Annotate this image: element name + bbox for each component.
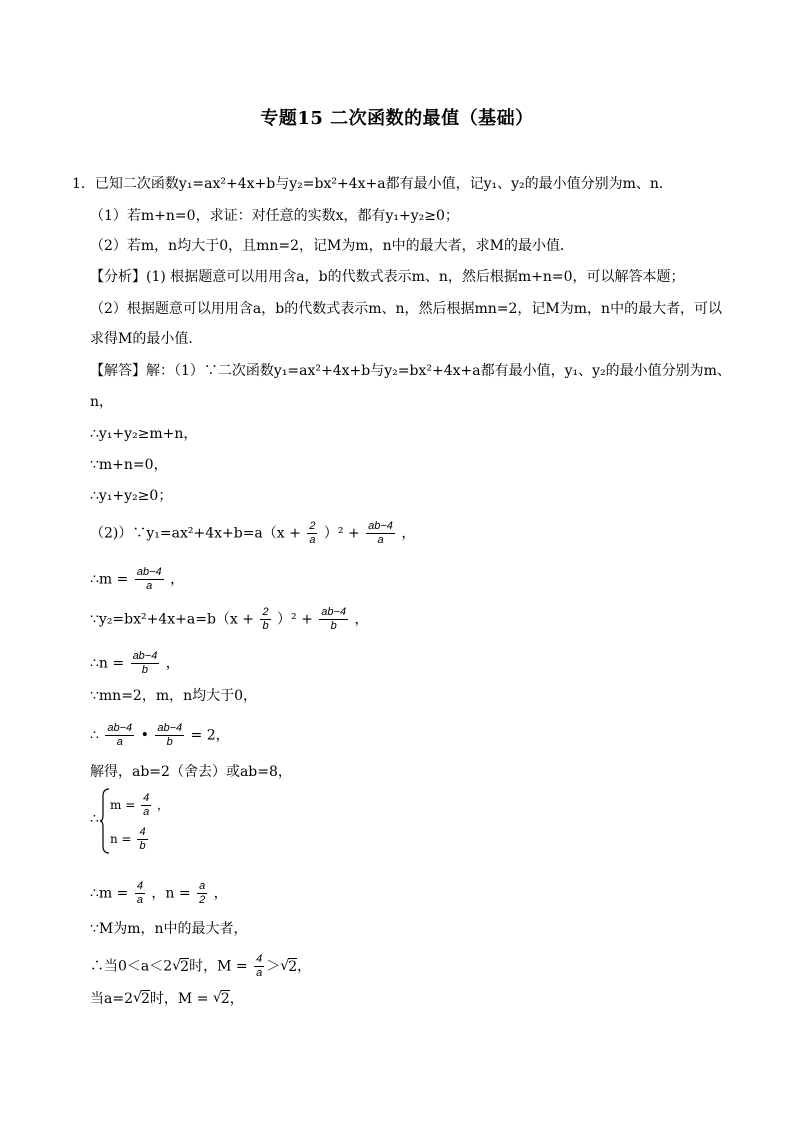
fraction: $\frac{ab-4}{b}$ [321,606,347,632]
fraction: $\frac{4}{a}$ [143,792,150,818]
analysis-part-2-cont: 求得M的最小值． [90,331,203,347]
fraction: $\frac{a}{2}$ [199,880,206,906]
solution-line-1: 【解答】解：（1）∵二次函数y₁=ax²+4x+b与y₂=bx²+4x+a都有最小值，y₁、y₂的最小值分别为m、 [90,363,731,379]
problem-part-2: （2）若m，n均大于0，且mn=2，记M为m，n中的最大者，求M的最小值． [90,238,574,254]
system-row-2: n = $\frac{4}{b}$ [110,826,146,852]
solution-line-16: 当a=2√ 2时，M = √ 2， [90,990,244,1008]
solution-line-6: ∴m = $\frac{ab-4}{a}$ ， [90,566,185,592]
problem-statement: 1．已知二次函数y₁=ax²+4x+b与y₂=bx²+4x+a都有最小值，记y₁、y₂的最小值分别为m、n． [72,176,673,192]
fraction: $\frac{2}{b}$ [262,606,269,632]
sqrt: √ 2 [172,958,189,976]
fraction: $\frac{ab-4}{b}$ [132,650,158,676]
fraction: $\frac{2}{a}$ [309,520,316,546]
fraction: $\frac{4}{a}$ [136,880,143,906]
solution-line-2: ∴y₁+y₂≥m+n， [90,426,198,442]
solution-line-8: ∴n = $\frac{ab-4}{b}$ ， [90,650,180,676]
solution-line-9: ∵mn=2，m，n均大于0， [90,688,258,704]
solution-line-4: ∴y₁+y₂≥0； [90,488,173,504]
page-title: 专题15 二次函数的最值（基础） [260,108,534,129]
fraction: $\frac{ab-4}{a}$ [368,520,393,546]
solution-line-11: 解得，ab=2（舍去）或ab=8， [90,764,292,780]
sqrt: √ 2 [133,990,150,1008]
solution-line-12-sym: ∴ [90,811,99,827]
fraction: $\frac{ab-4}{b}$ [157,722,183,748]
fraction: $\frac{ab-4}{a}$ [136,566,162,592]
solution-line-7: ∵y₂=bx²+4x+a=b（x + $\frac{2}{b}$ ）² + $\frac{ab-4}{b}$ ， [90,606,369,632]
fraction: $\frac{4}{a}$ [256,953,263,979]
sqrt: √ 2 [213,990,230,1008]
analysis-part-2: （2）根据题意可以用用含a，b的代数式表示m、n，然后根据mn=2，记M为m，n中的最大者，可以 [90,301,723,317]
solution-line-13: ∴m = $\frac{4}{a}$ ，n = $\frac{a}{2}$ ， [90,880,228,906]
solution-line-3: ∵m+n=0， [90,457,168,473]
solution-line-14: ∵M为m，n中的最大者， [90,921,248,937]
fraction: $\frac{4}{b}$ [139,826,146,852]
analysis-part-1: 【分析】(1) 根据题意可以用用含a，b的代数式表示m、n，然后根据m+n=0，可以解答本题； [90,269,685,285]
solution-line-5: （2)）∵y₁=ax²+4x+b=a（x + $\frac{2}{a}$ ）² + $\frac{ab-4}{a}$ ， [90,520,416,546]
solution-line-15: ∴当0＜a＜2√ 2时，M = $\frac{4}{a}$ ＞√ 2， [90,953,311,980]
system-row-1: m = $\frac{4}{a}$ ， [110,792,170,818]
sqrt: √ 2 [280,958,297,976]
solution-line-10: ∴ $\frac{ab-4}{a}$ • $\frac{ab-4}{b}$ = 2， [90,722,230,748]
solution-line-1-cont: n， [90,394,114,410]
problem-part-1: （1）若m+n=0，求证：对任意的实数x，都有y₁+y₂≥0； [90,208,459,224]
fraction: $\frac{ab-4}{a}$ [107,722,133,748]
left-brace-icon [100,788,110,854]
